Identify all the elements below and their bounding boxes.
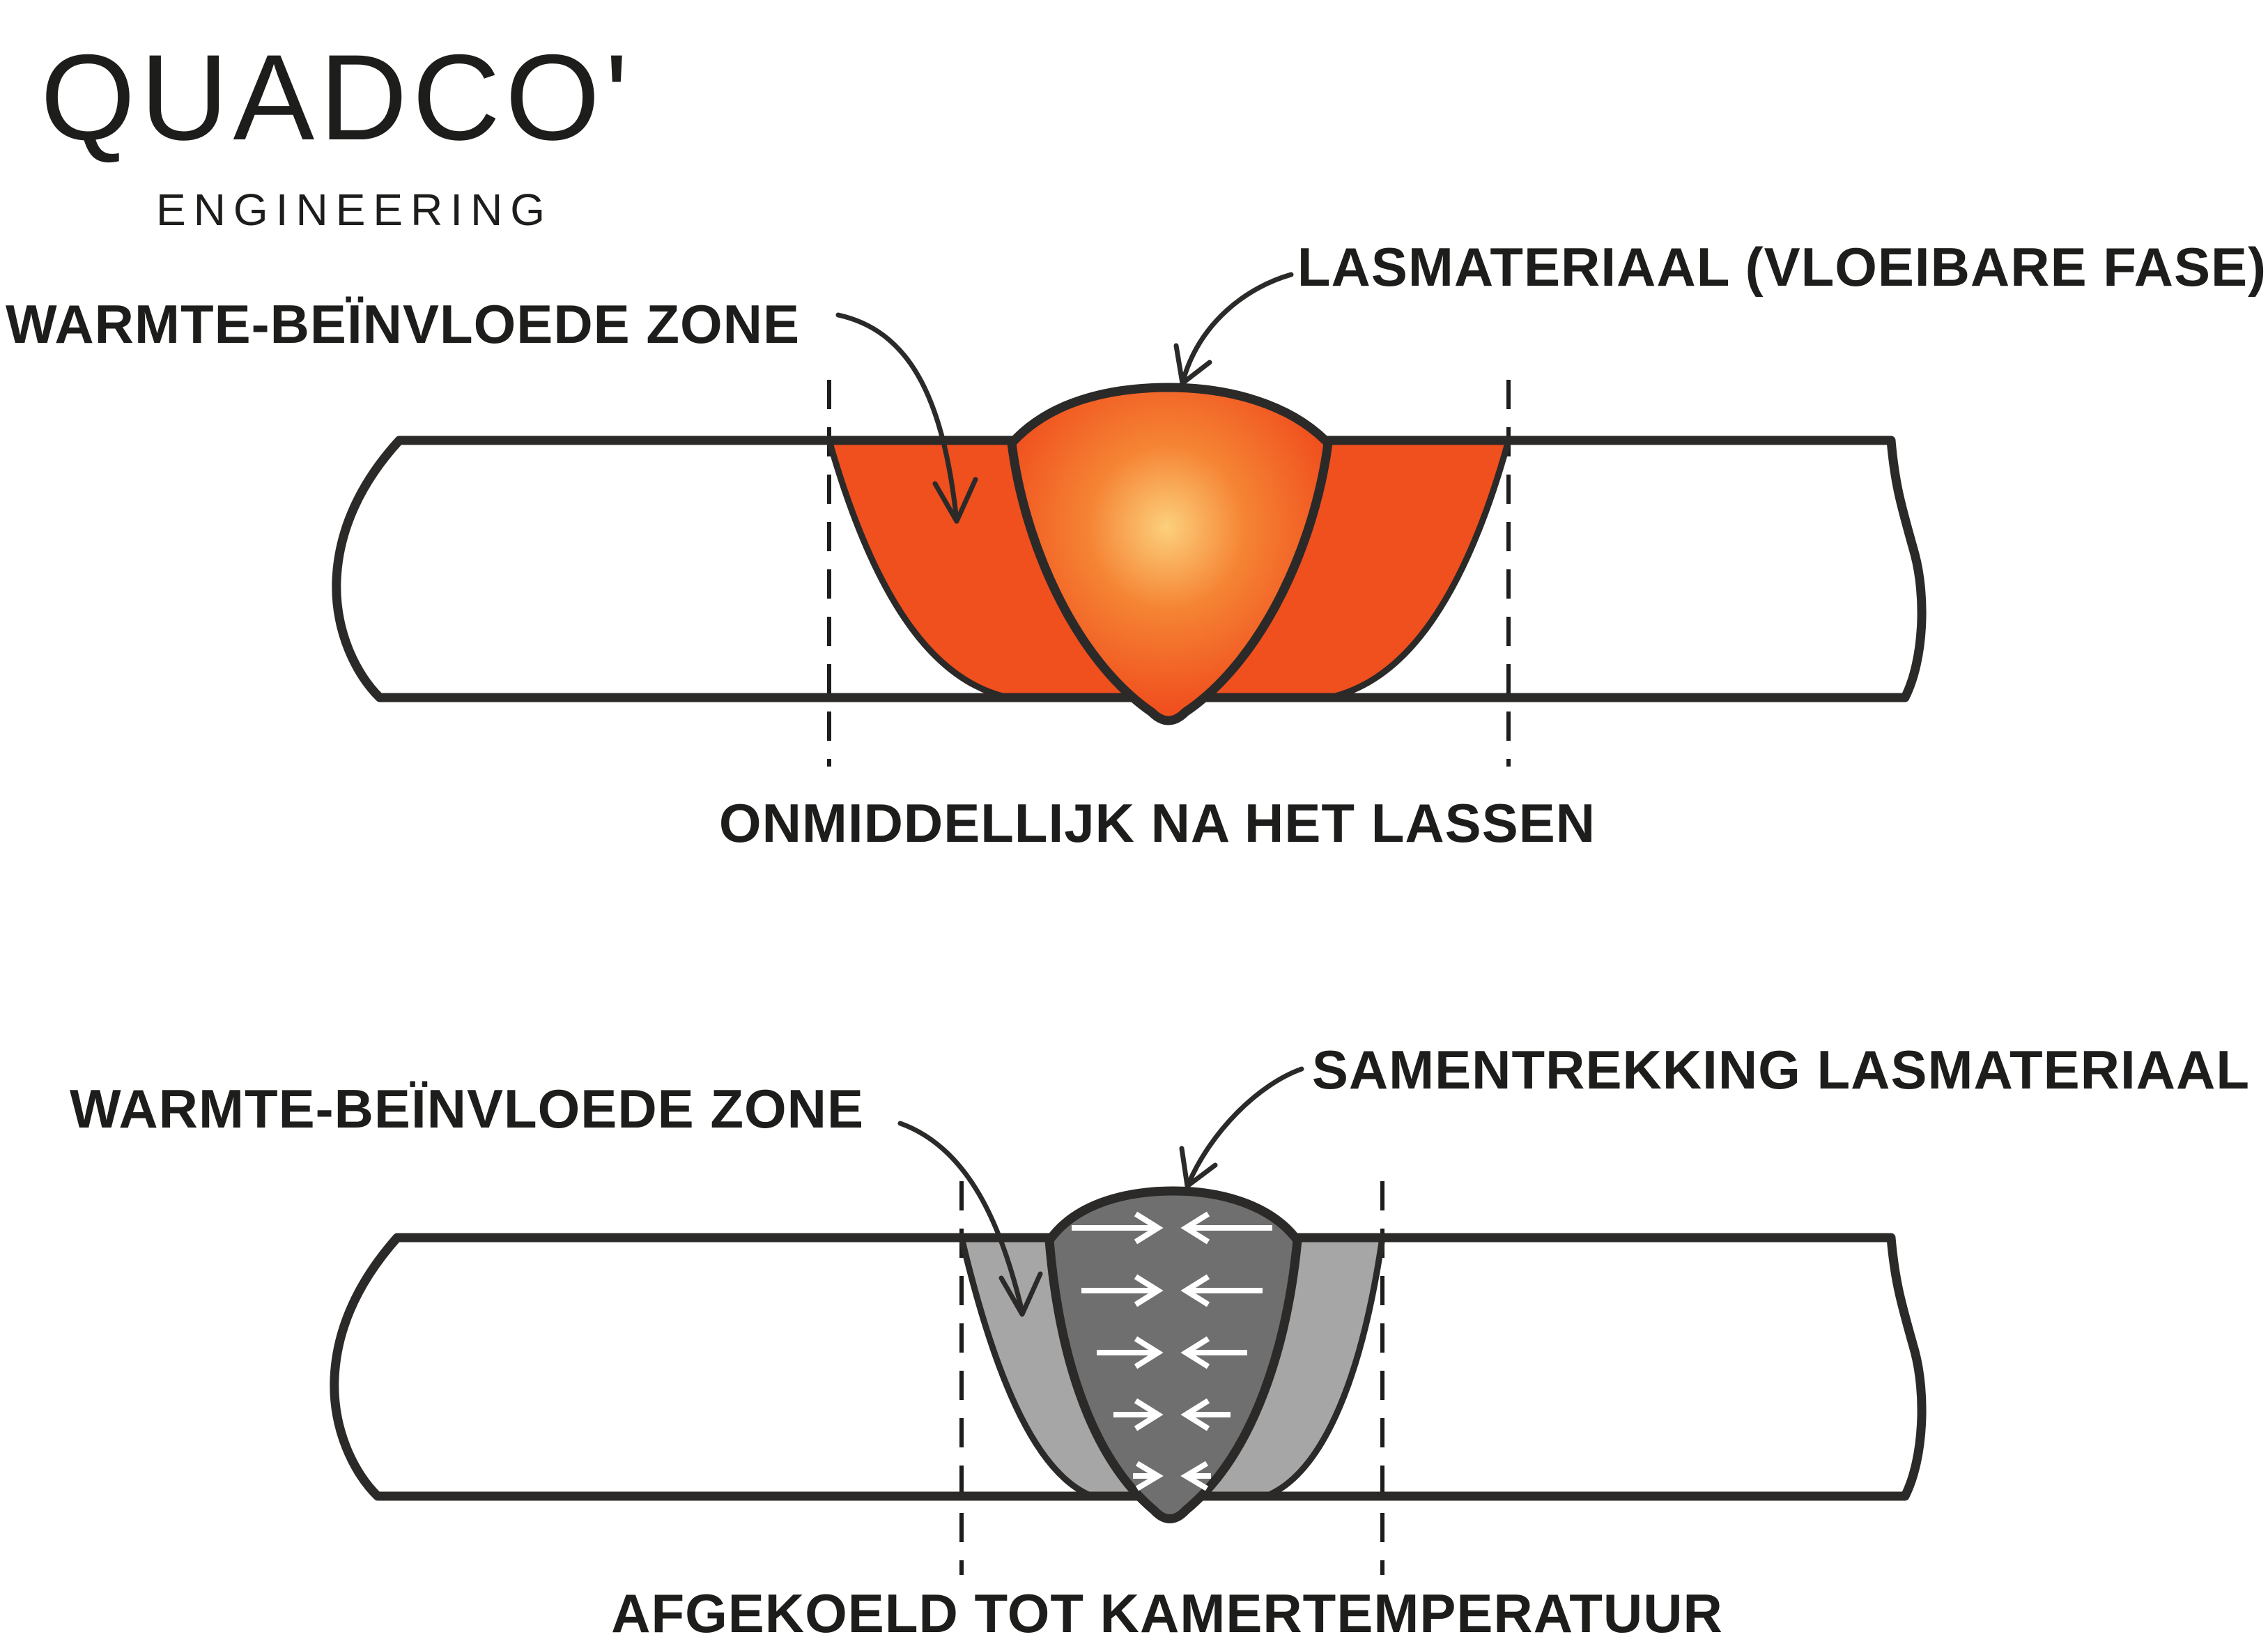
- caption-cooled: AFGEKOELD TOT KAMERTEMPERATUUR: [611, 1583, 1723, 1644]
- leader-arrow-weld-2: [1182, 1069, 1302, 1186]
- caption-after-welding: ONMIDDELLIJK NA HET LASSEN: [718, 792, 1596, 854]
- label-haz-after-welding: WARMTE-BEÏNVLOEDE ZONE: [6, 293, 801, 355]
- label-weld-liquid: LASMATERIAAL (VLOEIBARE FASE): [1297, 236, 2267, 298]
- label-weld-contraction: SAMENTREKKING LASMATERIAAL: [1311, 1039, 2250, 1100]
- logo-quadco: QUADCO': [40, 30, 633, 166]
- label-haz-cooled: WARMTE-BEÏNVLOEDE ZONE: [70, 1078, 865, 1139]
- diagram-cooled: [334, 1069, 1922, 1575]
- logo-engineering: ENGINEERING: [156, 185, 553, 235]
- leader-arrow-weld-1: [1176, 275, 1291, 383]
